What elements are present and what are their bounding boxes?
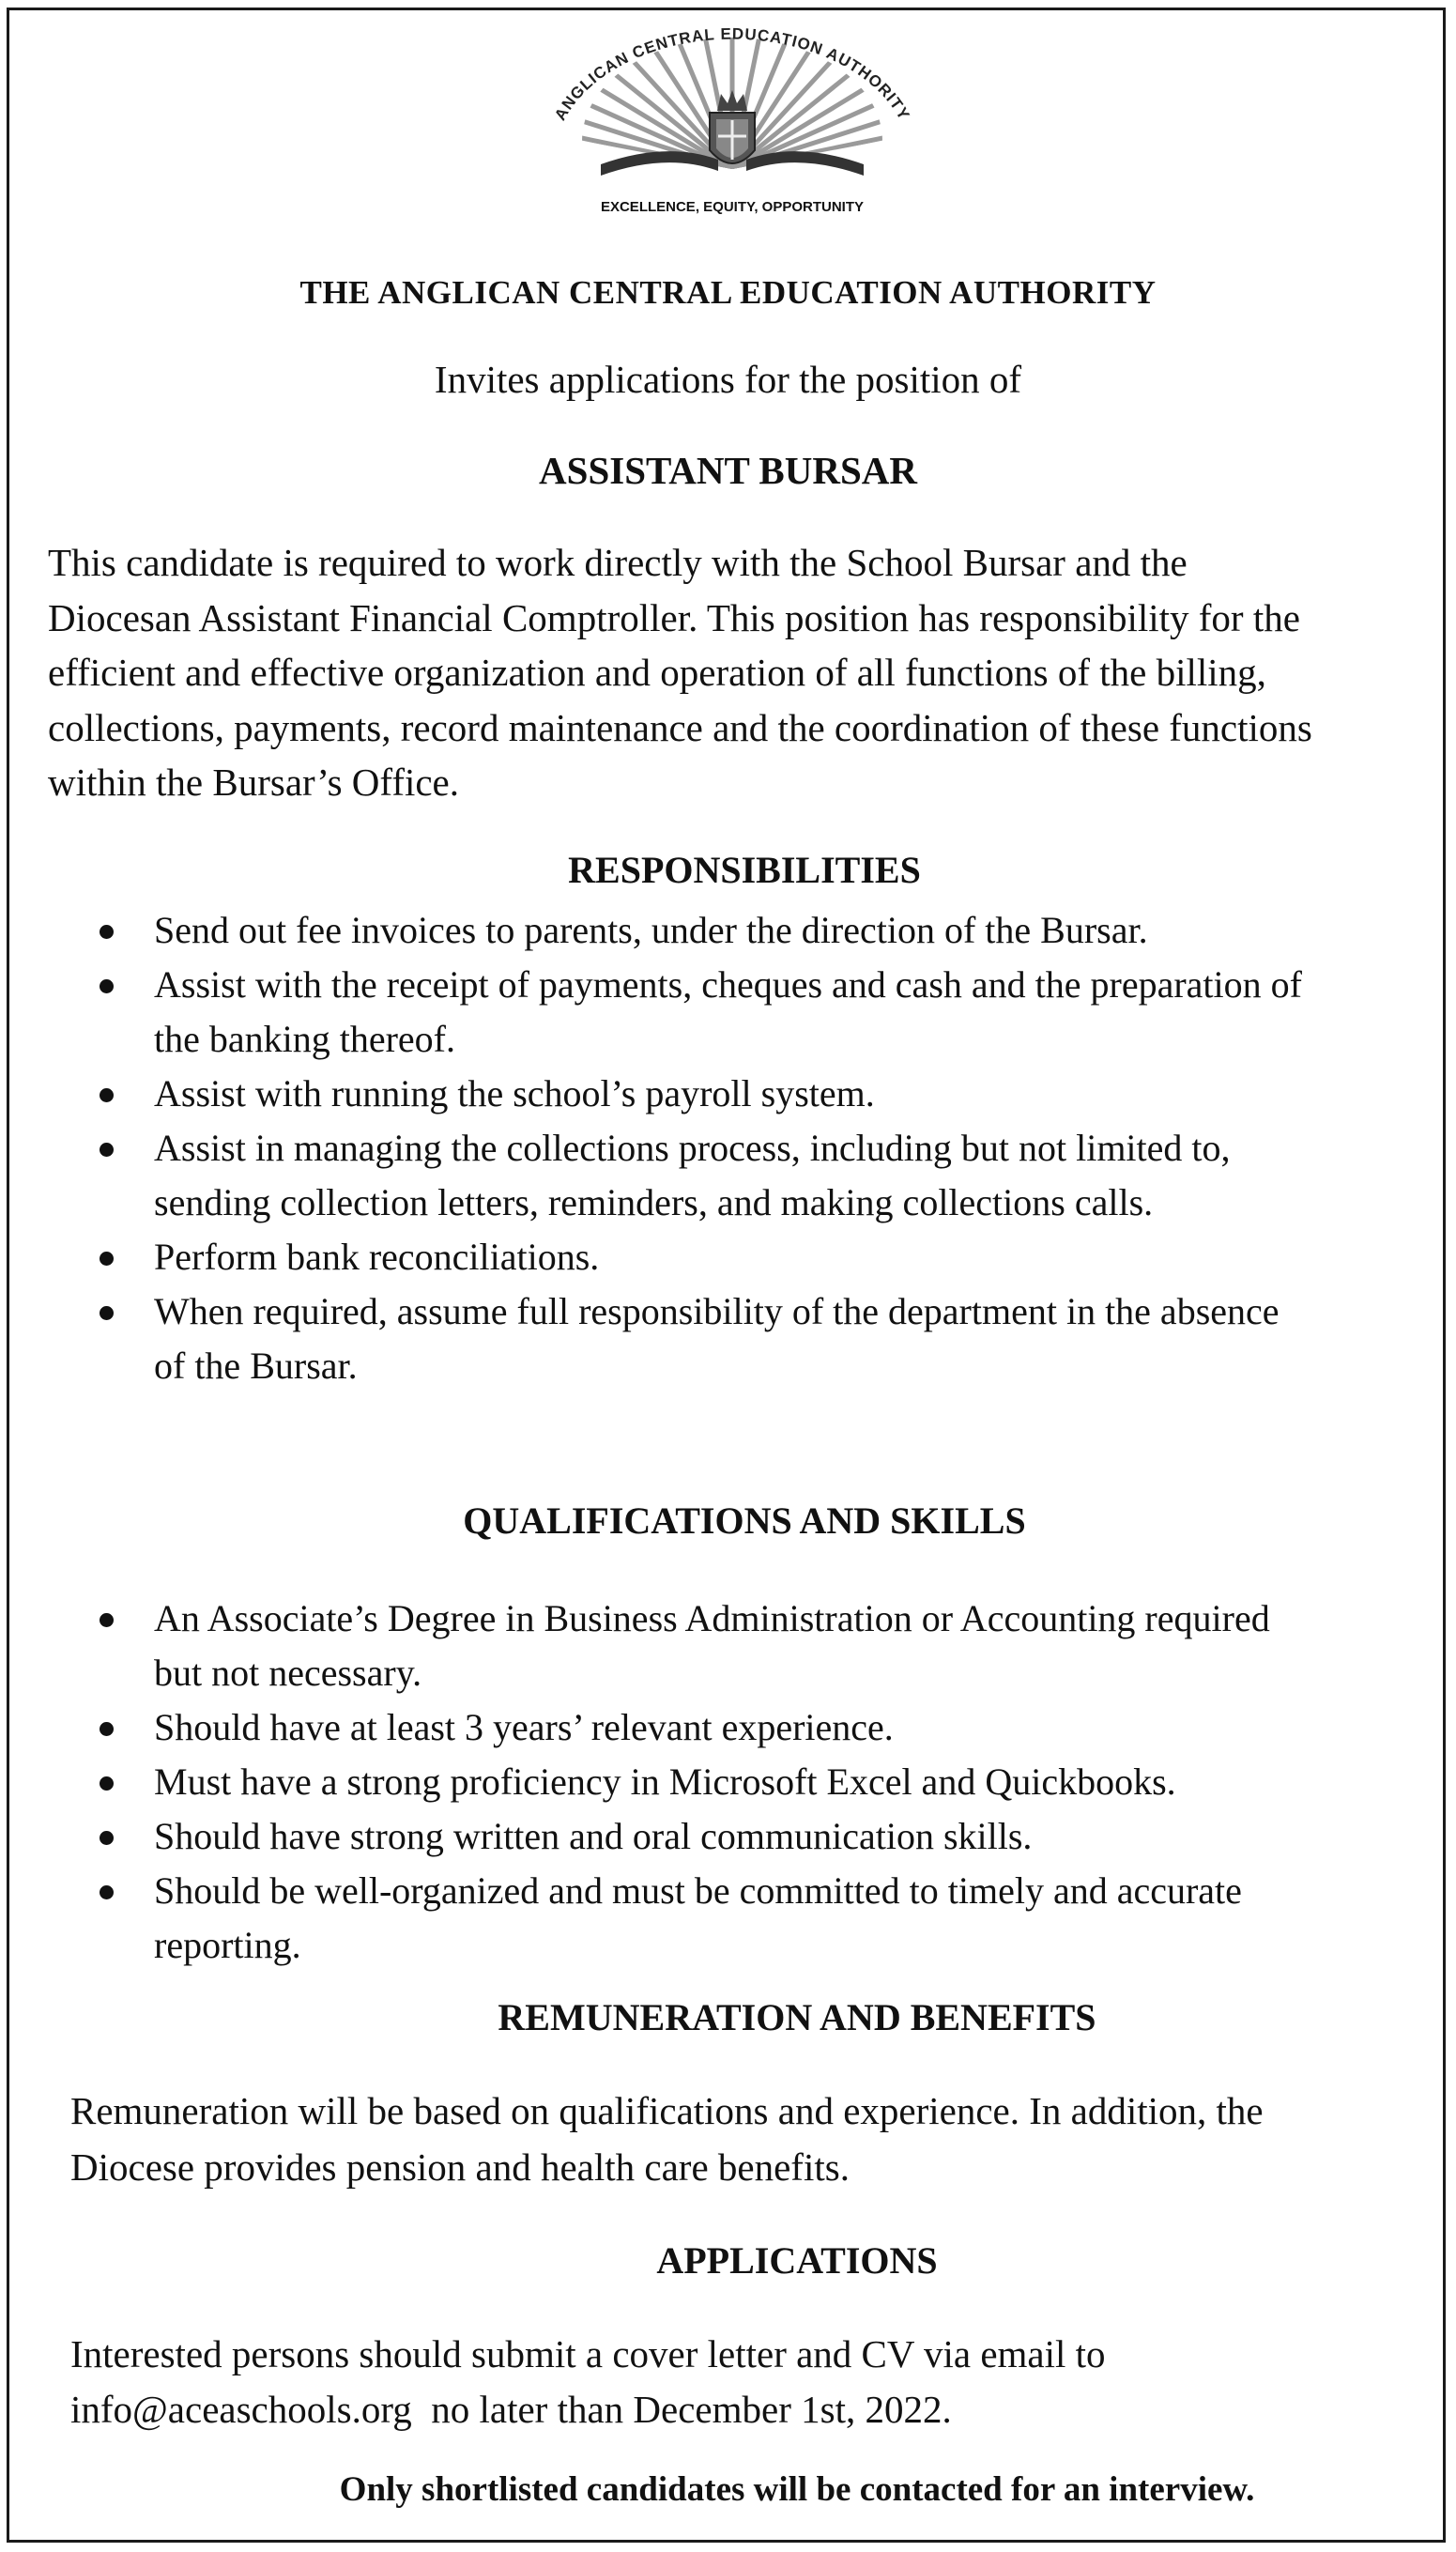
bullet-icon — [100, 1885, 114, 1899]
position-title: ASSISTANT BURSAR — [539, 449, 917, 492]
remuneration-heading: REMUNERATION AND BENEFITS — [498, 1996, 1096, 2038]
list-item: Should have strong written and oral communication skills. — [0, 1809, 1456, 1864]
bullet-icon — [100, 1143, 114, 1157]
intro-paragraph — [48, 535, 1418, 810]
remuneration-paragraph — [70, 2083, 1432, 2195]
intro-line: efficient and effective organization and operation of all functions of the billing, — [48, 651, 1266, 694]
list-item: Assist with the receipt of payments, cheques and cash and the preparation of the banking thereof. — [0, 958, 1456, 1067]
bullet-icon — [100, 925, 114, 939]
remuneration-line: Remuneration will be based on qualifications and experience. In addition, the — [70, 2089, 1264, 2132]
intro-line: Diocesan Assistant Financial Comptroller. This position has responsibility for the — [48, 595, 1300, 639]
applications-heading: APPLICATIONS — [656, 2239, 938, 2282]
bullet-icon — [100, 1088, 114, 1102]
list-item: Should be well-organized and must be committed to timely and accurate reporting. — [0, 1864, 1456, 1973]
list-item: An Associate’s Degree in Business Administration or Accounting required but not necessary. — [0, 1591, 1456, 1700]
remuneration-line: Diocese provides pension and health care benefits. — [70, 2145, 850, 2189]
list-item: Assist in managing the collections process, including but not limited to, sending collection letters, reminders, and making collections calls. — [0, 1121, 1456, 1230]
list-item: Must have a strong proficiency in Microsoft Excel and Quickbooks. — [0, 1755, 1456, 1809]
bullet-icon — [100, 1613, 114, 1627]
qualifications-heading: QUALIFICATIONS AND SKILLS — [463, 1499, 1026, 1542]
bullet-icon — [100, 1306, 114, 1320]
organization-title: THE ANGLICAN CENTRAL EDUCATION AUTHORITY — [299, 274, 1157, 311]
intro-line: within the Bursar’s Office. — [48, 761, 460, 804]
list-item: Send out fee invoices to parents, under the direction of the Bursar. — [0, 903, 1456, 958]
qualifications-list — [0, 1591, 1456, 1973]
shortlist-note: Only shortlisted candidates will be contacted for an interview. — [339, 2470, 1255, 2509]
bullet-icon — [100, 1722, 114, 1736]
list-item: Should have at least 3 years’ relevant experience. — [0, 1700, 1456, 1755]
responsibilities-list — [0, 903, 1456, 1393]
bullet-icon — [100, 1831, 114, 1845]
bullet-icon — [100, 1252, 114, 1266]
responsibilities-heading: RESPONSIBILITIES — [568, 849, 921, 891]
applications-line: info@aceaschools.org no later than December 1st, 2022. — [70, 2388, 952, 2431]
invites-line: Invites applications for the position of — [434, 358, 1022, 401]
list-item: Perform bank reconciliations. — [0, 1230, 1456, 1284]
logo-arc-text: ANGLICAN CENTRAL EDUCATION AUTHORITY — [551, 24, 913, 124]
authority-logo — [526, 9, 939, 221]
bullet-icon — [100, 979, 114, 993]
logo-motto: EXCELLENCE, EQUITY, OPPORTUNITY — [600, 199, 865, 215]
list-item: When required, assume full responsibility of the department in the absence of the Bursar. — [0, 1284, 1456, 1393]
applications-line: Interested persons should submit a cover letter and CV via email to — [70, 2332, 1106, 2375]
bullet-icon — [100, 1776, 114, 1791]
applications-paragraph — [70, 2327, 1432, 2437]
intro-line: This candidate is required to work directly with the School Bursar and the — [48, 541, 1188, 584]
intro-line: collections, payments, record maintenance and the coordination of these functions — [48, 705, 1312, 749]
list-item: Assist with running the school’s payroll system. — [0, 1067, 1456, 1121]
